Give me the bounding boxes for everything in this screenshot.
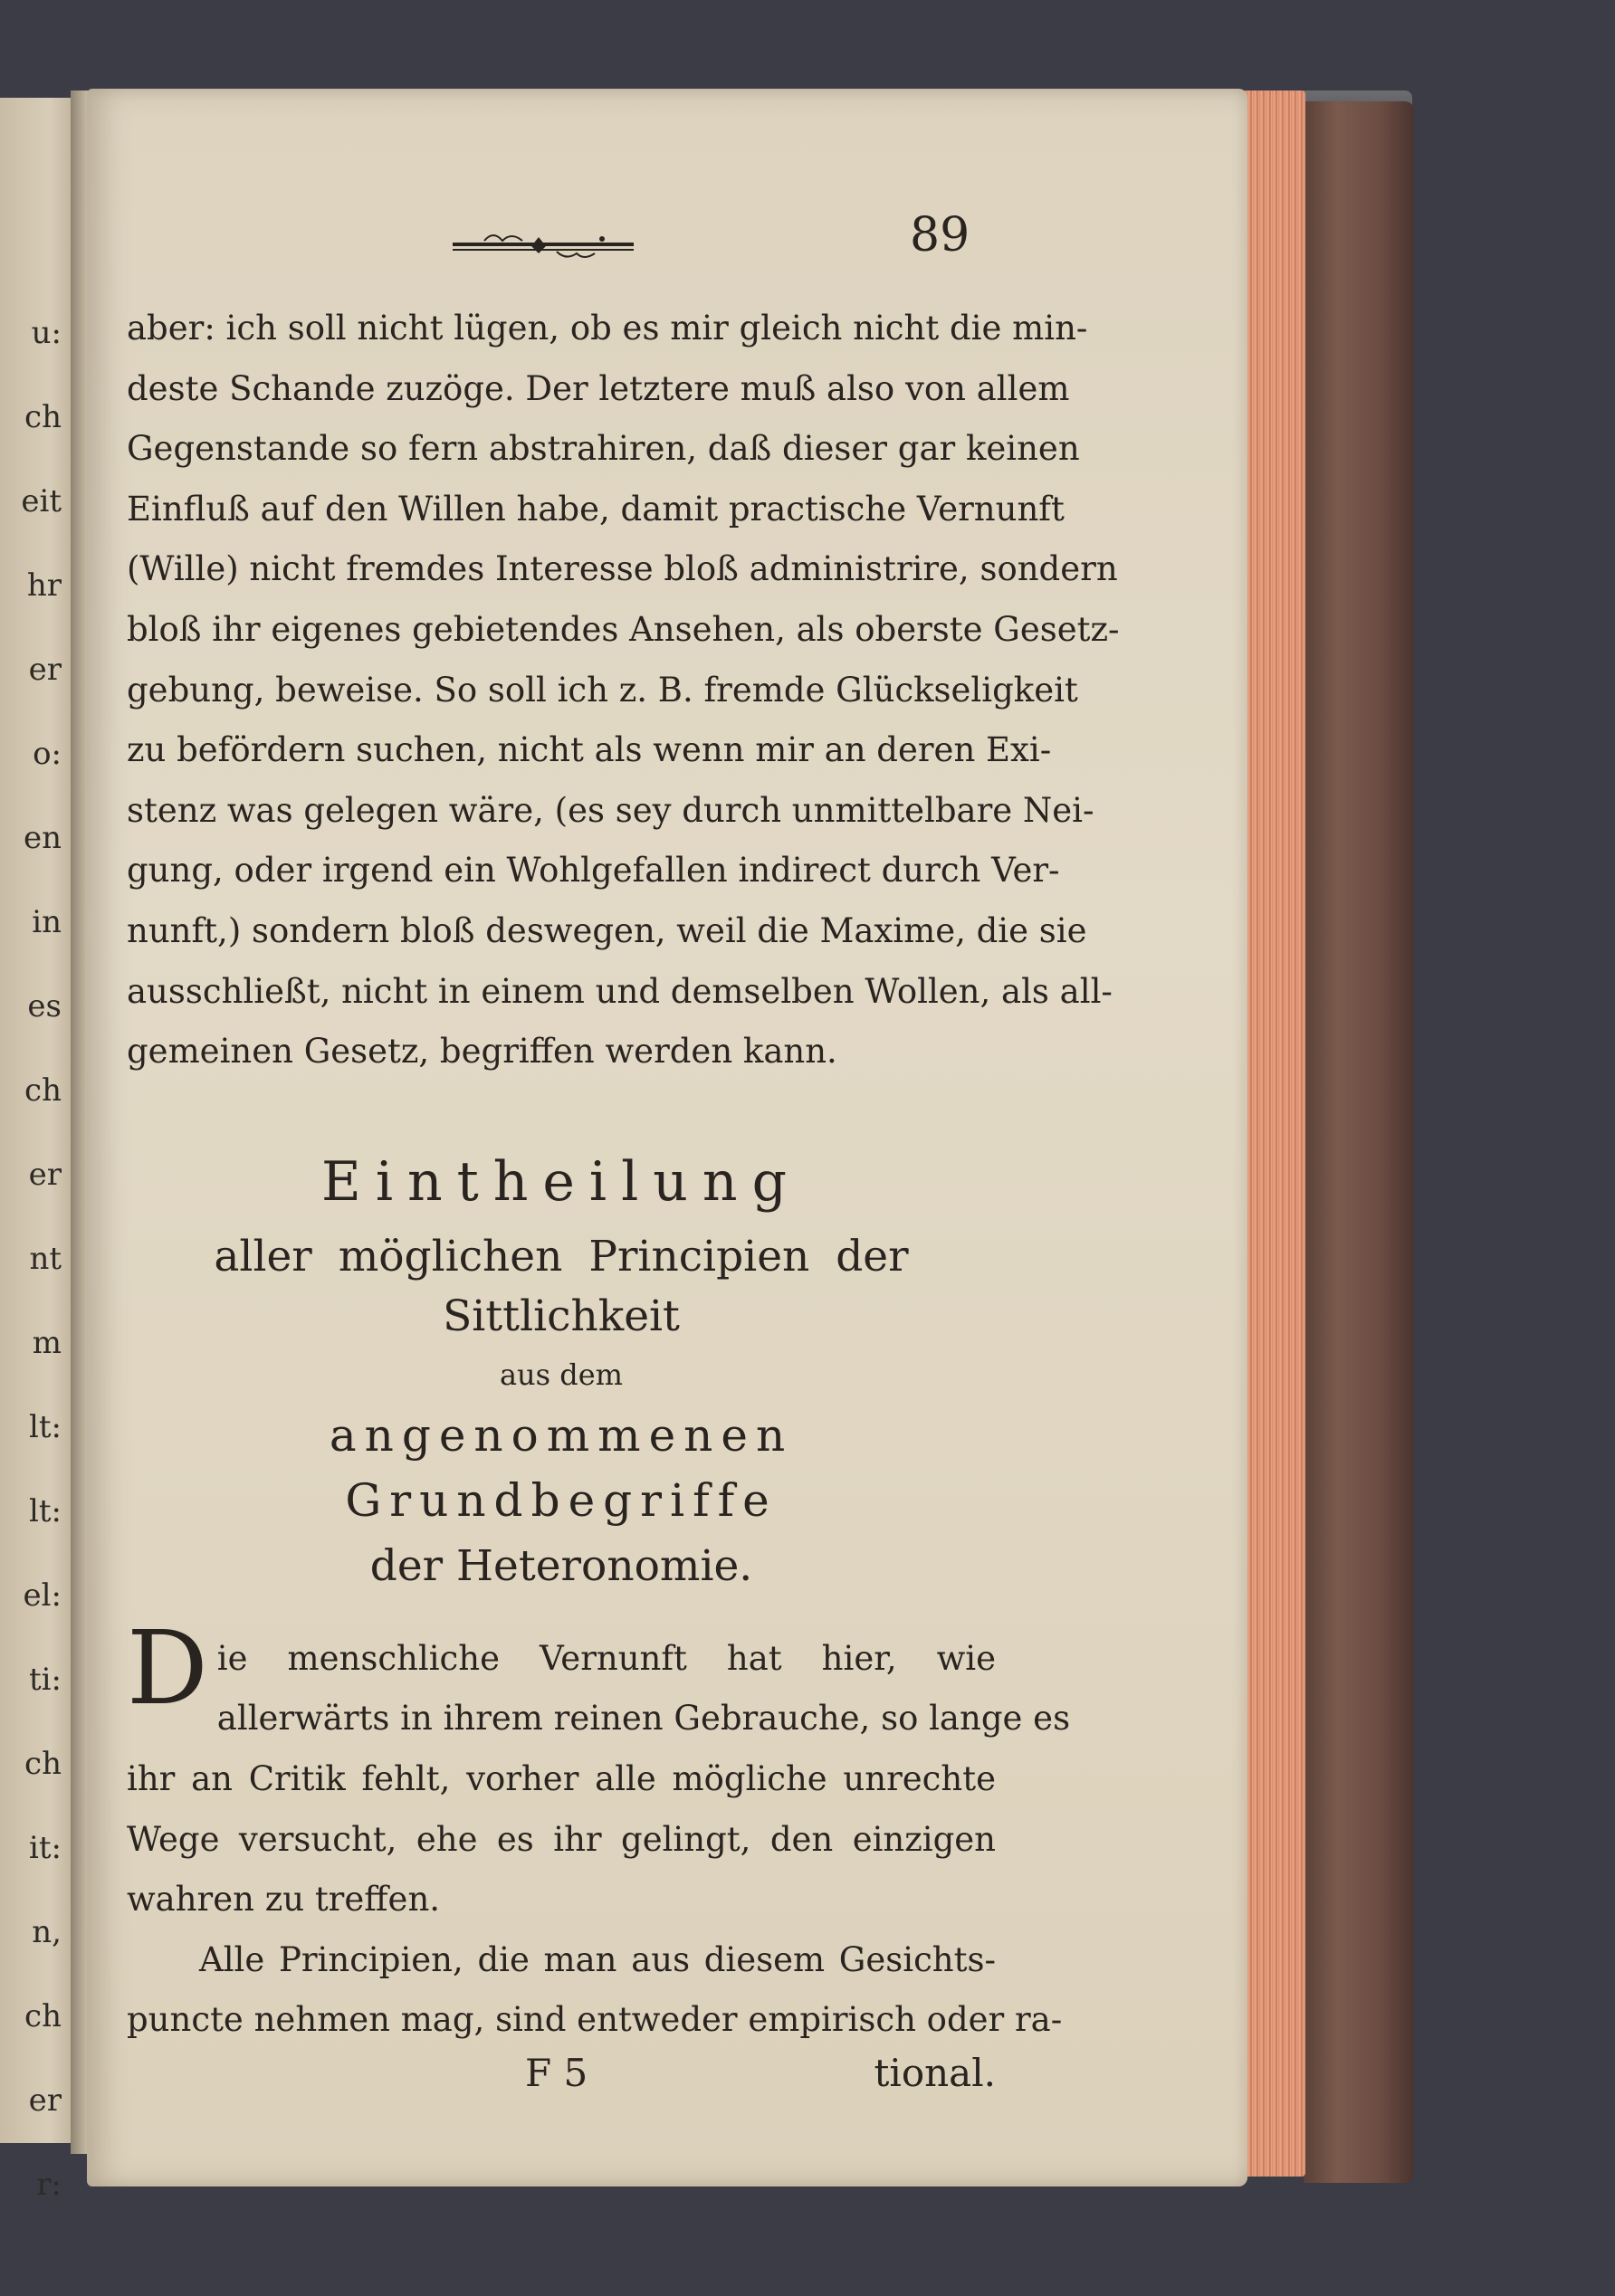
text-line: Alle Principien, die man aus diesem Gesichts-	[199, 1939, 996, 1979]
text-line: allerwärts in ihrem reinen Gebrauche, so lange es	[216, 1699, 1071, 1739]
left-page-fragment: u:	[31, 315, 62, 351]
text-line: aber: ich soll nicht lügen, ob es mir gleich nicht die min-	[127, 309, 1088, 348]
page-edges	[1240, 91, 1305, 2177]
left-page-fragment: n,	[32, 1914, 62, 1950]
text-line: bloß ihr eigenes gebietendes Ansehen, als oberste Gesetz-	[127, 609, 1120, 649]
left-page-fragment: lt:	[29, 1493, 62, 1529]
left-page-fragment: eit	[21, 483, 62, 519]
left-page-fragment: er	[28, 1157, 62, 1193]
drop-cap: D	[127, 1609, 208, 1728]
signature-mark: F 5	[525, 2050, 588, 2095]
text-line: nunft,) sondern bloß deswegen, weil die Maxime, die sie	[127, 910, 1087, 950]
text-line: Gegenstande so fern abstrahiren, daß dieser gar keinen	[127, 429, 1080, 469]
left-page-fragment: er	[28, 2082, 62, 2119]
left-page-fragment: ch	[24, 399, 62, 435]
left-page-fragment: ch	[24, 1072, 62, 1109]
paragraph-2	[127, 1609, 1071, 1930]
left-page-fragment: ch	[24, 1746, 62, 1782]
text-line: puncte nehmen mag, sind entweder empirisch oder ra-	[127, 2000, 1063, 2040]
left-page-fragment: m	[32, 1325, 62, 1361]
page-content	[127, 181, 1120, 2110]
text-line: ausschließt, nicht in einem und demselben Wollen, als all-	[127, 971, 1113, 1011]
left-page-fragment: r:	[36, 2167, 62, 2203]
ornament-icon	[448, 224, 638, 261]
page-footer	[127, 2051, 996, 2110]
text-line: Wege versucht, ehe es ihr gelingt, den einzigen	[127, 1819, 996, 1859]
left-page-fragment: nt	[29, 1241, 62, 1277]
left-page-fragment: lt:	[29, 1409, 62, 1445]
text-line: zu befördern suchen, nicht als wenn mir an deren Exi-	[127, 730, 1052, 770]
text-line: gemeinen Gesetz, begriffen werden kann.	[127, 1032, 837, 1072]
text-line: ihr an Critik fehlt, vorher alle mögliche unrechte	[127, 1758, 996, 1798]
left-page-fragment: es	[27, 988, 62, 1024]
text-line: gung, oder irgend ein Wohlgefallen indirect durch Ver-	[127, 851, 1060, 891]
left-page-fragment: hr	[26, 567, 62, 604]
left-page-fragment: en	[23, 820, 62, 856]
text-line: ie menschliche Vernunft hat hier, wie	[216, 1638, 996, 1678]
text-line: Einfluß auf den Willen habe, damit practische Vernunft	[127, 489, 1065, 529]
text-line: deste Schande zuzöge. Der letztere muß also von allem	[127, 368, 1070, 408]
text-line: wahren zu treffen.	[127, 1880, 441, 1920]
left-page-fragment: ch	[24, 1998, 62, 2034]
page-number: 89	[910, 208, 970, 262]
catchword: tional.	[874, 2050, 996, 2095]
heading-title: Eintheilung	[321, 1149, 801, 1214]
left-page-fragment: ti:	[29, 1662, 62, 1698]
left-page-fragment: o:	[33, 736, 62, 772]
heading-subtitle: aller möglichen Principien der Sittlichkeit	[214, 1231, 909, 1341]
text-line: (Wille) nicht fremdes Interesse bloß administrire, sondern	[127, 549, 1118, 589]
heading-subject: angenommenen Grundbegriffe	[329, 1408, 794, 1527]
text-line: gebung, beweise. So soll ich z. B. fremde Glückseligkeit	[127, 670, 1078, 710]
left-page-fragment: in	[32, 904, 62, 940]
heading-final: der Heteronomie.	[369, 1540, 753, 1591]
left-page-fragment: it:	[29, 1830, 62, 1866]
book-cover-spine	[1304, 101, 1414, 2183]
heading-connector: aus dem	[499, 1357, 624, 1392]
left-page-fragment: el:	[23, 1577, 62, 1614]
paragraph-3	[127, 1930, 1063, 2051]
section-heading	[127, 1146, 996, 1596]
page-header	[127, 181, 996, 299]
text-line: stenz was gelegen wäre, (es sey durch unmittelbare Nei-	[127, 790, 1094, 830]
left-page-fragment: er	[28, 652, 62, 688]
paragraph-1	[127, 299, 1120, 1082]
